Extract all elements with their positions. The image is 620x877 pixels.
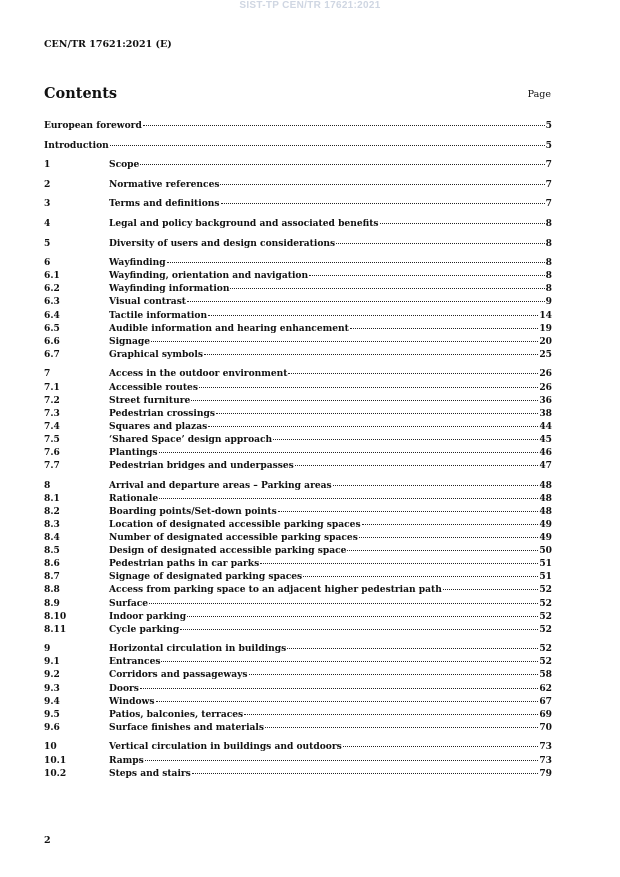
toc-entry-number: 6.5 [44, 322, 60, 334]
dot-leader [191, 400, 538, 401]
toc-entry[interactable] [44, 178, 552, 191]
toc-entry-title: European foreword [44, 120, 142, 131]
toc-entry-page: 8 [545, 217, 552, 229]
toc-entry[interactable] [44, 446, 552, 459]
toc-entry[interactable] [44, 217, 552, 230]
toc-entry-page: 51 [539, 571, 552, 583]
toc-entry-title: Tactile information [109, 309, 208, 321]
toc-entry[interactable] [44, 197, 552, 210]
toc-entry-title: Vertical circulation in buildings and outdoors [109, 741, 342, 753]
toc-entry-title: Boarding points/Set-down points [109, 505, 277, 517]
toc-entry-line [109, 217, 552, 230]
toc-entry-number: 4 [44, 217, 51, 229]
toc-entry-line [109, 367, 552, 380]
toc-entry-number: 8.2 [44, 505, 60, 517]
toc-entry[interactable] [44, 237, 552, 250]
toc-entry-title: Arrival and departure areas – Parking areas [109, 479, 332, 491]
toc-entry-number: 7 [44, 368, 51, 380]
toc-entry[interactable] [44, 708, 552, 721]
toc-entry-page: 46 [539, 446, 552, 458]
toc-entry-page: 62 [539, 682, 552, 694]
toc-entry-number: 7.5 [44, 433, 60, 445]
toc-entry-title: Introduction [44, 139, 109, 151]
toc-entry-number: 8.6 [44, 558, 60, 570]
toc-entry-number: 9.2 [44, 669, 60, 681]
toc-entry[interactable] [44, 642, 552, 655]
dot-leader [167, 262, 545, 263]
toc-entry-line [109, 269, 552, 282]
toc-entry[interactable] [44, 668, 552, 681]
toc-entry[interactable] [44, 740, 552, 753]
dot-leader [145, 760, 539, 761]
toc-entry-page: 5 [545, 139, 552, 151]
toc-entry-number: 8.7 [44, 571, 60, 583]
dot-leader [443, 589, 538, 590]
toc-entry-page: 8 [545, 237, 552, 249]
toc-entry-number: 7.7 [44, 460, 60, 472]
toc-entry[interactable] [44, 348, 552, 361]
toc-entry-title: Pedestrian crossings [109, 407, 215, 419]
dot-leader [159, 452, 539, 453]
dot-leader [156, 701, 539, 702]
dot-leader [362, 524, 539, 525]
dot-leader [288, 373, 538, 374]
toc-entry-page: 73 [539, 741, 552, 753]
toc-entry-title: Location of designated accessible parking spaces [109, 518, 361, 530]
dot-leader [273, 439, 538, 440]
toc-entry-line [109, 544, 552, 557]
toc-entry-line [109, 518, 552, 531]
toc-entry[interactable] [44, 269, 552, 282]
toc-entry-number: 6.4 [44, 309, 60, 321]
toc-entry[interactable] [44, 367, 552, 380]
toc-entry-number: 8.1 [44, 492, 60, 504]
dot-leader [199, 387, 538, 388]
toc-entry-page: 52 [539, 656, 552, 668]
toc-entry[interactable] [44, 570, 552, 583]
toc-entry-title: Graphical symbols [109, 348, 203, 360]
toc-entry-page: 8 [545, 257, 552, 269]
dot-leader [359, 537, 539, 538]
toc-entry-number: 9 [44, 643, 51, 655]
toc-entry-line [109, 642, 552, 655]
toc-entry-page: 20 [539, 335, 552, 347]
toc-entry-number: 10.1 [44, 754, 67, 766]
toc-entry-line [109, 740, 552, 753]
toc-entry[interactable] [44, 309, 552, 322]
toc-entry-page: 7 [545, 159, 552, 171]
toc-entry-page: 52 [539, 584, 552, 596]
toc-entry[interactable] [44, 381, 552, 394]
dot-leader [295, 465, 539, 466]
toc-entry-line [109, 623, 552, 636]
toc-entry-page: 9 [545, 296, 552, 308]
toc-entry-number: 9.3 [44, 682, 60, 694]
dot-leader [180, 629, 538, 630]
toc-entry-number: 7.2 [44, 394, 60, 406]
toc-entry-line [109, 237, 552, 250]
toc-entry-number: 1 [44, 159, 51, 171]
toc-entry-title: Wayfinding, orientation and navigation [109, 270, 309, 282]
dot-leader [220, 184, 544, 185]
toc-entry[interactable] [44, 295, 552, 308]
toc-entry-page: 48 [539, 479, 552, 491]
toc-entry[interactable] [44, 767, 552, 780]
toc-entry-page: 48 [539, 492, 552, 504]
toc-entry[interactable] [44, 721, 552, 734]
dot-leader [260, 563, 538, 564]
toc-entry-title: Access in the outdoor environment [109, 368, 288, 380]
toc-entry-line [109, 178, 552, 191]
table-of-contents [44, 119, 552, 780]
toc-entry-line [109, 282, 552, 295]
toc-entry-page: 58 [539, 669, 552, 681]
toc-entry-page: 52 [539, 597, 552, 609]
dot-leader [140, 164, 544, 165]
dot-leader [192, 773, 539, 774]
toc-entry-page: 49 [539, 518, 552, 530]
toc-entry[interactable] [44, 544, 552, 557]
toc-entry-line [109, 583, 552, 596]
dot-leader [230, 288, 544, 289]
toc-entry[interactable] [44, 682, 552, 695]
dot-leader [278, 511, 539, 512]
toc-entry[interactable] [44, 394, 552, 407]
toc-entry-line [109, 322, 552, 335]
toc-entry-page: 19 [539, 322, 552, 334]
toc-entry-page: 52 [539, 623, 552, 635]
dot-leader [187, 301, 545, 302]
toc-entry-number: 8.9 [44, 597, 60, 609]
toc-entry-title: Number of designated accessible parking spaces [109, 532, 358, 544]
toc-entry-page: 36 [539, 394, 552, 406]
toc-entry-line [109, 492, 552, 505]
toc-entry-line [109, 479, 552, 492]
toc-entry-page: 79 [539, 767, 552, 779]
toc-entry-title: Cycle parking [109, 623, 180, 635]
toc-entry-title: Terms and definitions [109, 198, 220, 210]
toc-entry-title: Visual contrast [109, 296, 187, 308]
toc-entry[interactable] [44, 610, 552, 623]
toc-entry-title: Accessible routes [109, 381, 198, 393]
dot-leader [244, 714, 538, 715]
toc-entry-title: Pedestrian paths in car parks [109, 558, 260, 570]
toc-entry-number: 6.1 [44, 270, 60, 282]
dot-leader [110, 145, 545, 146]
toc-entry[interactable] [44, 531, 552, 544]
toc-entry-page: 44 [539, 420, 552, 432]
toc-entry-page: 45 [539, 433, 552, 445]
dot-leader [309, 275, 545, 276]
toc-entry-title: Wayfinding information [109, 283, 230, 295]
toc-entry[interactable] [44, 335, 552, 348]
toc-entry-title: Plantings [109, 446, 158, 458]
dot-leader [204, 354, 538, 355]
dot-leader [221, 203, 545, 204]
dot-leader [350, 328, 538, 329]
toc-entry-line [44, 139, 552, 152]
dot-leader [151, 341, 538, 342]
toc-entry-number: 9.6 [44, 721, 60, 733]
toc-entry-page: 50 [539, 545, 552, 557]
toc-entry-page: 69 [539, 708, 552, 720]
toc-entry-number: 8.8 [44, 584, 60, 596]
toc-entry-title: Diversity of users and design considerations [109, 237, 336, 249]
toc-entry-page: 25 [539, 348, 552, 360]
dot-leader [249, 674, 539, 675]
toc-entry[interactable] [44, 695, 552, 708]
toc-entry[interactable] [44, 119, 552, 132]
toc-entry-line [109, 420, 552, 433]
document-id: CEN/TR 17621:2021 (E) [44, 39, 172, 50]
toc-entry-title: Surface finishes and materials [109, 721, 264, 733]
toc-entry-line [109, 695, 552, 708]
toc-entry[interactable] [44, 420, 552, 433]
toc-entry-title: Patios, balconies, terraces [109, 708, 244, 720]
toc-entry-title: Pedestrian bridges and underpasses [109, 460, 294, 472]
dot-leader [336, 243, 545, 244]
toc-entry-page: 26 [539, 381, 552, 393]
toc-entry-page: 38 [539, 407, 552, 419]
toc-entry-number: 8.3 [44, 518, 60, 530]
toc-entry[interactable] [44, 623, 552, 636]
toc-entry-title: Entrances [109, 656, 161, 668]
toc-entry-page: 5 [545, 120, 552, 131]
toc-entry-title: Scope [109, 159, 140, 171]
toc-entry-page: 67 [539, 695, 552, 707]
toc-entry-line [109, 655, 552, 668]
toc-entry-line [109, 597, 552, 610]
toc-entry-number: 6.2 [44, 283, 60, 295]
dot-leader [216, 413, 538, 414]
toc-entry-title: Steps and stairs [109, 767, 191, 779]
toc-entry-number: 9.4 [44, 695, 60, 707]
toc-entry-line [109, 459, 552, 472]
toc-entry-title: Access from parking space to an adjacent higher pedestrian path [109, 584, 442, 596]
toc-entry[interactable] [44, 433, 552, 446]
toc-entry-number: 8.10 [44, 610, 67, 622]
dot-leader [347, 550, 538, 551]
toc-entry-number: 7.3 [44, 407, 60, 419]
toc-entry-page: 7 [545, 178, 552, 190]
toc-entry-line [109, 668, 552, 681]
toc-entry-title: ‘Shared Space’ design approach [109, 433, 273, 445]
dot-leader [333, 485, 539, 486]
dot-leader [208, 426, 538, 427]
toc-entry-line [109, 295, 552, 308]
toc-entry[interactable] [44, 655, 552, 668]
dot-leader [159, 498, 538, 499]
toc-entry-number: 8.4 [44, 532, 60, 544]
toc-entry-title: Surface [109, 597, 149, 609]
toc-entry-line [109, 610, 552, 623]
toc-entry-page: 47 [539, 460, 552, 472]
page-title: Contents [44, 85, 118, 102]
toc-entry-page: 73 [539, 754, 552, 766]
toc-entry[interactable] [44, 492, 552, 505]
toc-entry-line [109, 721, 552, 734]
toc-entry[interactable] [44, 407, 552, 420]
toc-entry[interactable] [44, 256, 552, 269]
toc-entry[interactable] [44, 754, 552, 767]
toc-entry[interactable] [44, 583, 552, 596]
toc-entry-line [109, 682, 552, 695]
toc-entry-title: Audible information and hearing enhancement [109, 322, 349, 334]
toc-entry[interactable] [44, 322, 552, 335]
toc-entry-line [109, 433, 552, 446]
toc-entry-line [109, 335, 552, 348]
toc-entry-page: 8 [545, 270, 552, 282]
toc-entry-number: 6.6 [44, 335, 60, 347]
toc-entry-line [109, 570, 552, 583]
toc-entry-page: 52 [539, 610, 552, 622]
toc-entry-line [109, 446, 552, 459]
toc-entry-line [109, 767, 552, 780]
toc-entry[interactable] [44, 459, 552, 472]
toc-entry[interactable] [44, 518, 552, 531]
dot-leader [140, 688, 538, 689]
dot-leader [380, 223, 545, 224]
toc-entry-line [109, 505, 552, 518]
toc-entry-line [109, 256, 552, 269]
toc-entry-page: 70 [539, 721, 552, 733]
toc-entry-title: Legal and policy background and associated benefits [109, 217, 379, 229]
dot-leader [265, 727, 538, 728]
toc-entry-line [109, 381, 552, 394]
dot-leader [343, 746, 539, 747]
toc-entry-line [109, 708, 552, 721]
toc-entry-title: Doors [109, 682, 139, 694]
toc-entry-number: 8.11 [44, 623, 67, 635]
toc-entry-number: 8 [44, 479, 51, 491]
toc-entry-number: 6.7 [44, 348, 60, 360]
toc-entry-line [109, 197, 552, 210]
dot-leader [303, 576, 538, 577]
toc-entry-page: 51 [539, 558, 552, 570]
toc-entry-number: 2 [44, 178, 51, 190]
toc-entry-page: 8 [545, 283, 552, 295]
toc-entry-number: 10 [44, 741, 57, 753]
toc-entry-title: Windows [109, 695, 155, 707]
toc-entry-number: 3 [44, 198, 51, 210]
toc-entry-line [44, 119, 552, 132]
toc-entry-title: Ramps [109, 754, 144, 766]
toc-entry[interactable] [44, 479, 552, 492]
toc-entry-title: Street furniture [109, 394, 191, 406]
toc-entry-number: 8.5 [44, 545, 60, 557]
toc-entry-number: 9.5 [44, 708, 60, 720]
toc-entry-number: 5 [44, 237, 51, 249]
watermark: SIST-TP CEN/TR 17621:2021 [239, 0, 381, 11]
dot-leader [149, 603, 538, 604]
toc-entry[interactable] [44, 282, 552, 295]
toc-entry-page: 52 [539, 643, 552, 655]
toc-entry[interactable] [44, 597, 552, 610]
dot-leader [208, 315, 538, 316]
toc-entry-line [109, 531, 552, 544]
toc-entry-title: Wayfinding [109, 257, 166, 269]
toc-entry-number: 7.4 [44, 420, 60, 432]
toc-entry-number: 6 [44, 257, 51, 269]
toc-entry-line [109, 348, 552, 361]
toc-entry-title: Design of designated accessible parking space [109, 545, 347, 557]
toc-entry-line [109, 557, 552, 570]
toc-entry-number: 9.1 [44, 656, 60, 668]
toc-entry-page: 14 [539, 309, 552, 321]
toc-entry-line [109, 754, 552, 767]
page-column-label: Page [527, 89, 551, 100]
toc-entry-number: 7.1 [44, 381, 60, 393]
toc-entry[interactable] [44, 505, 552, 518]
toc-entry-page: 26 [539, 368, 552, 380]
dot-leader [161, 661, 538, 662]
toc-entry[interactable] [44, 158, 552, 171]
toc-entry-number: 7.6 [44, 446, 60, 458]
toc-entry-line [109, 158, 552, 171]
toc-entry-title: Horizontal circulation in buildings [109, 643, 287, 655]
toc-entry-title: Normative references [109, 178, 220, 190]
toc-entry-title: Squares and plazas [109, 420, 208, 432]
toc-entry-title: Signage of designated parking spaces [109, 571, 303, 583]
toc-entry-number: 10.2 [44, 767, 67, 779]
toc-entry-page: 48 [539, 505, 552, 517]
toc-entry-title: Corridors and passageways [109, 669, 248, 681]
toc-entry-line [109, 309, 552, 322]
dot-leader [187, 616, 538, 617]
dot-leader [287, 648, 538, 649]
toc-entry-title: Indoor parking [109, 610, 187, 622]
toc-entry-title: Rationale [109, 492, 159, 504]
page-number: 2 [44, 835, 51, 846]
toc-entry-page: 49 [539, 532, 552, 544]
toc-entry-title: Signage [109, 335, 151, 347]
dot-leader [143, 125, 545, 126]
toc-entry[interactable] [44, 557, 552, 570]
toc-entry-line [109, 407, 552, 420]
toc-entry-page: 7 [545, 198, 552, 210]
toc-entry-line [109, 394, 552, 407]
toc-entry-number: 6.3 [44, 296, 60, 308]
toc-entry[interactable] [44, 139, 552, 152]
